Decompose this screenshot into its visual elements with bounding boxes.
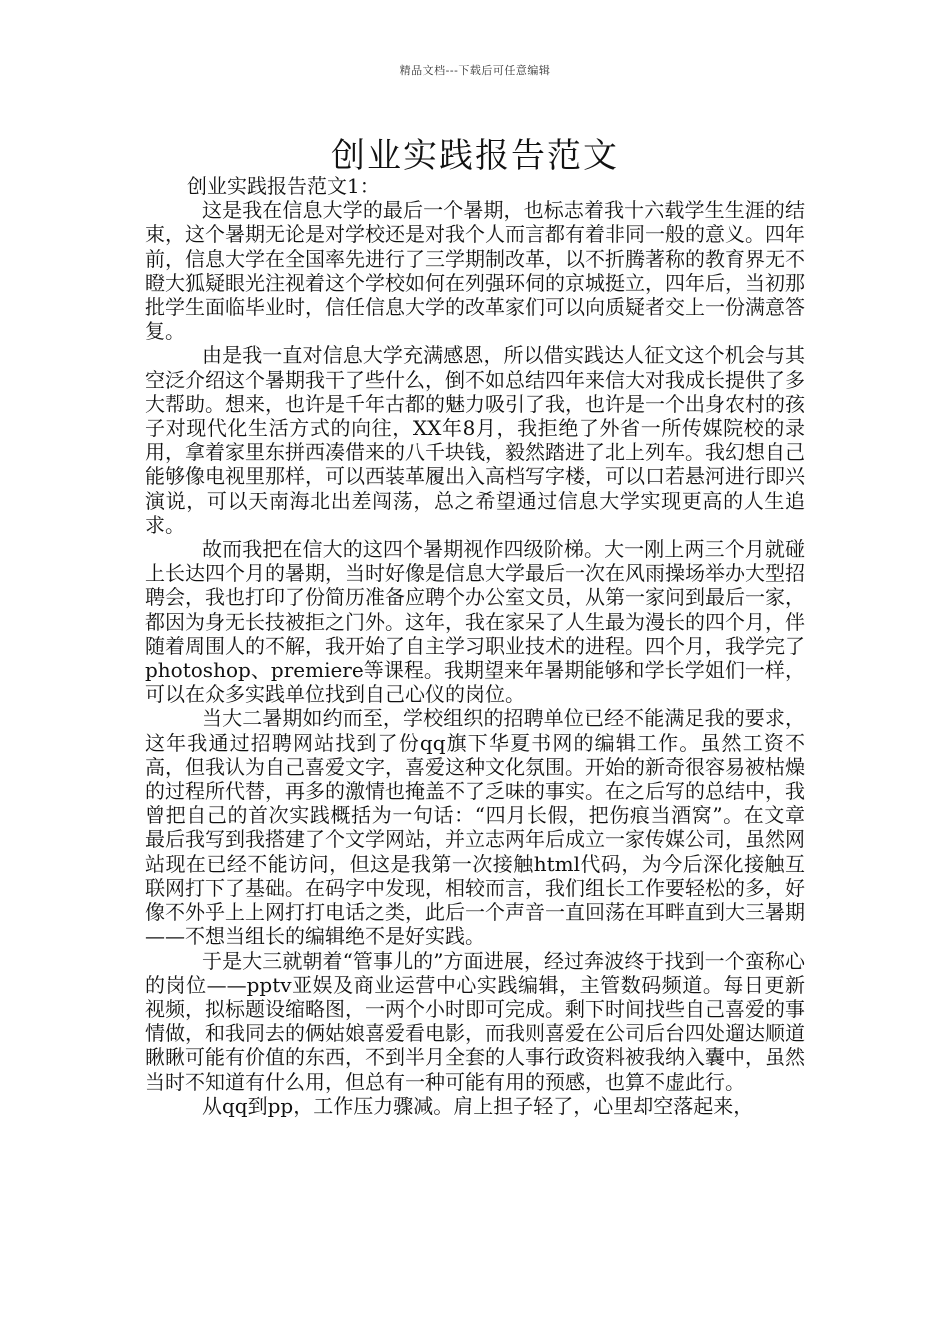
document-title: 创业实践报告范文: [331, 136, 619, 176]
document-body: [145, 174, 805, 1118]
paragraph-6: 从qq到pp，工作压力骤减。肩上担子轻了，心里却空落起来，: [202, 1093, 754, 1118]
paragraph-2: 由是我一直对信息大学充满感恩，所以借实践达人征文这个机会与其空泛介绍这个暑期我干了些什么，倒不如总结四年来信大对我成长提供了多大帮助。想来，也许是千年古都的魅力吸引了我，也许是一个出身农村的孩子对现代化生活方式的向往，XX年8月，我拒绝了外省一所传媒院校的录用，拿着家里东拼西凑借来的八千块钱，毅然踏进了北上列车。我幻想自己能够像电视里那样，可以西装革履出入高档写字楼，可以口若悬河进行即兴演说，可以天南海北出差闯荡，总之希望通过信息大学实现更高的人生追求。: [145, 343, 805, 537]
paragraph-5: 于是大三就朝着“管事儿的”方面进展，经过奔波终于找到一个蛮称心的岗位——pptv亚娱及商业运营中心实践编辑，主管数码频道。每日更新视频，拟标题设缩略图，一两个小时即可完成。剩下时间找些自己喜爱的事情做，和我同去的俩姑娘喜爱看电影，而我则喜爱在公司后台四处遛达顺道瞅瞅可能有价值的东西，不到半月全套的人事行政资料被我纳入囊中，虽然当时不知道有什么用，但总有一种可能有用的预感，也算不虚此行。: [145, 948, 805, 1094]
paragraph-3: 故而我把在信大的这四个暑期视作四级阶梯。大一刚上两三个月就碰上长达四个月的暑期，当时好像是信息大学最后一次在风雨操场举办大型招聘会，我也打印了份简历准备应聘个办公室文员，从第一家问到最后一家，都因为身无长技被拒之门外。这年，我在家呆了人生最为漫长的四个月，伴随着周围人的不解，我开始了自主学习职业技术的进程。四个月，我学完了photoshop、premiere等课程。我期望来年暑期能够和学长学姐们一样，可以在众多实践单位找到自己心仪的岗位。: [145, 537, 805, 707]
page-header: 精品文档---下载后可任意编辑: [399, 64, 551, 77]
paragraph-4: 当大二暑期如约而至，学校组织的招聘单位已经不能满足我的要求，这年我通过招聘网站找到了份qq旗下华夏书网的编辑工作。虽然工资不高，但我认为自己喜爱文字，喜爱这种文化氛围。开始的新奇很容易被枯燥的过程所代替，再多的激情也掩盖不了乏味的事实。在之后写的总结中，我曾把自己的首次实践概括为一句话：“四月长假，把伤痕当酒窝”。在文章最后我写到我搭建了个文学网站，并立志两年后成立一家传媒公司，虽然网站现在已经不能访问，但这是我第一次接触html代码，为今后深化接触互联网打下了基础。在码字中发现，相较而言，我们组长工作要轻松的多，好像不外乎上上网打打电话之类，此后一个声音一直回荡在耳畔直到大三暑期——不想当组长的编辑绝不是好实践。: [145, 706, 805, 949]
section-subheading: 创业实践报告范文1：: [187, 174, 380, 198]
paragraph-1: 这是我在信息大学的最后一个暑期，也标志着我十六载学生生涯的结束，这个暑期无论是对学校还是对我个人而言都有着非同一般的意义。四年前，信息大学在全国率先进行了三学期制改革，以不折腾著称的教育界无不瞪大狐疑眼光注视着这个学校如何在列强环伺的京城挺立，四年后，当初那批学生面临毕业时，信任信息大学的改革家们可以向质疑者交上一份满意答复。: [145, 198, 805, 344]
